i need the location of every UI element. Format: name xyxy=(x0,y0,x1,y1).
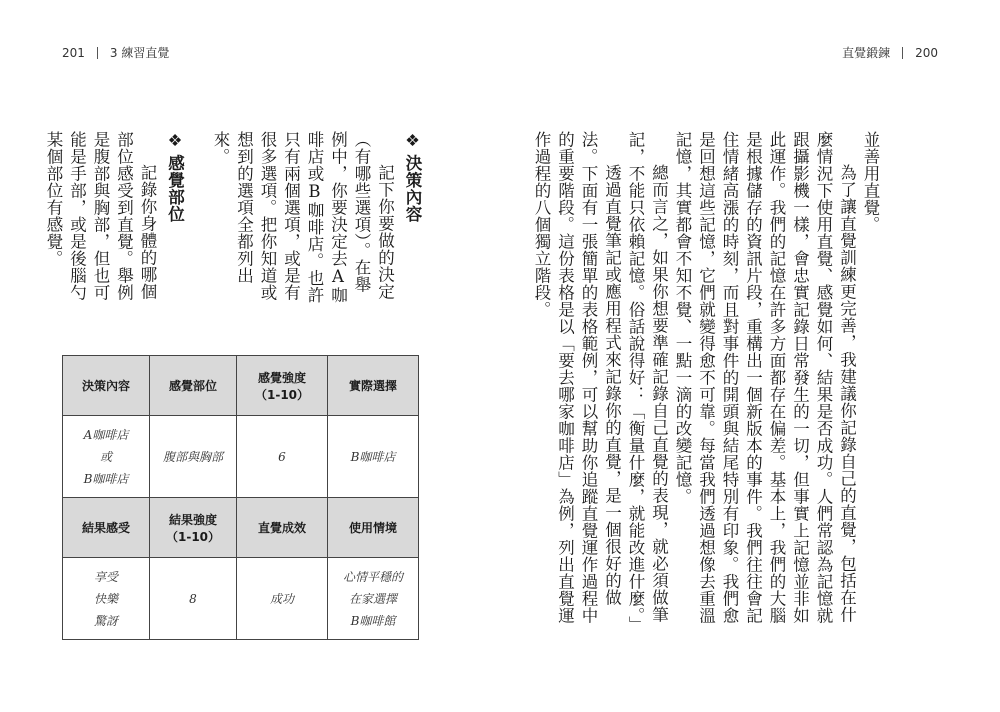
section-text: 記錄你身體的哪個部位感受到直覺。舉例是腹部與胸部，但也可能是手部，或是後腦勺某個部位有感覺。 xyxy=(44,131,157,301)
table-header-cell: 結果感受 xyxy=(63,498,150,558)
left-page-body xyxy=(42,131,425,305)
table-cell: 腹部與胸部 xyxy=(150,416,237,498)
table-header-cell: 感覺部位 xyxy=(150,356,237,416)
left-chapter-title: 3 練習直覺 xyxy=(109,46,170,60)
paragraph: 並善用直覺。 xyxy=(861,131,880,233)
header-divider xyxy=(902,47,903,59)
table-row xyxy=(63,558,419,640)
table-row xyxy=(63,416,419,498)
table-header-row xyxy=(63,498,419,558)
table-header-cell: 決策內容 xyxy=(63,356,150,416)
diamond-bullet-icon: ❖ xyxy=(165,131,185,151)
right-page-header xyxy=(842,44,938,61)
right-section-title: 直覺鍛鍊 xyxy=(842,46,891,60)
table-cell: 6 xyxy=(237,416,328,498)
table-cell: 8 xyxy=(150,558,237,640)
section-text: 記下你要做的決定（有哪些選項）。在舉例中，你要決定去A咖啡店或B咖啡店。也許只有兩個選項，或是有很多選項。把你知道或想到的選項全都列出來。 xyxy=(211,131,395,304)
table-header-cell: 感覺強度 （1-10） xyxy=(237,356,328,416)
left-page-number: 201 xyxy=(62,46,85,60)
table-header-cell: 實際選擇 xyxy=(328,356,419,416)
table-header-cell: 使用情境 xyxy=(328,498,419,558)
paragraph: 為了讓直覺訓練更完善，我建議你記錄自己的直覺，包括在什麼情況下使用直覺、感覺如何、結果是否成功。人們常認為記憶就跟攝影機一樣，會忠實記錄日常發生的一切，但事實上記憶並非如此運作。我們的記憶在許多方面都存在偏差。基本上，我們的大腦是根據儲存的資訊片段，重構出一個新版本的事件。我們往往會記住情緒高漲的時刻，而且對事件的開頭與結尾特別有印象。我們愈是回想這些記憶，它們就變得愈不可靠。每當我們透過想像去重溫記憶，其實都會不知不覺、一點一滴的改變記憶。 xyxy=(673,131,857,624)
table-cell: B咖啡店 xyxy=(328,416,419,498)
table-header-cell: 直覺成效 xyxy=(237,498,328,558)
paragraph: 總而言之，如果你想要準確記錄自己直覺的表現，就必須做筆記，不能只依賴記憶。俗話說得好：「衡量什麼，就能改進什麼。」 xyxy=(626,131,669,633)
right-page-number: 200 xyxy=(915,46,938,60)
right-page-body xyxy=(530,131,883,631)
table-cell: 成功 xyxy=(237,558,328,640)
paragraph: 透過直覺筆記或應用程式來記錄你的直覺，是一個很好的做法。下面有一張簡單的表格範例，可以幫助你追蹤直覺運作過程中的重要階段。這份表格是以「要去哪家咖啡店」為例，列出直覺運作過程的八個獨立階段。 xyxy=(532,131,622,624)
table-cell: 心情平穩的 在家選擇 B咖啡館 xyxy=(328,558,419,640)
table-cell: A咖啡店 或 B咖啡店 xyxy=(63,416,150,498)
section-heading: ❖決策內容 xyxy=(403,131,422,223)
section-heading: ❖感覺部位 xyxy=(165,131,185,223)
header-divider xyxy=(97,47,98,59)
left-page-header xyxy=(62,44,169,61)
table-header-row xyxy=(63,356,419,416)
diamond-bullet-icon: ❖ xyxy=(403,131,422,151)
intuition-record-table xyxy=(62,355,419,640)
table-header-cell: 結果強度 （1-10） xyxy=(150,498,237,558)
table-cell: 享受 快樂 驚訝 xyxy=(63,558,150,640)
